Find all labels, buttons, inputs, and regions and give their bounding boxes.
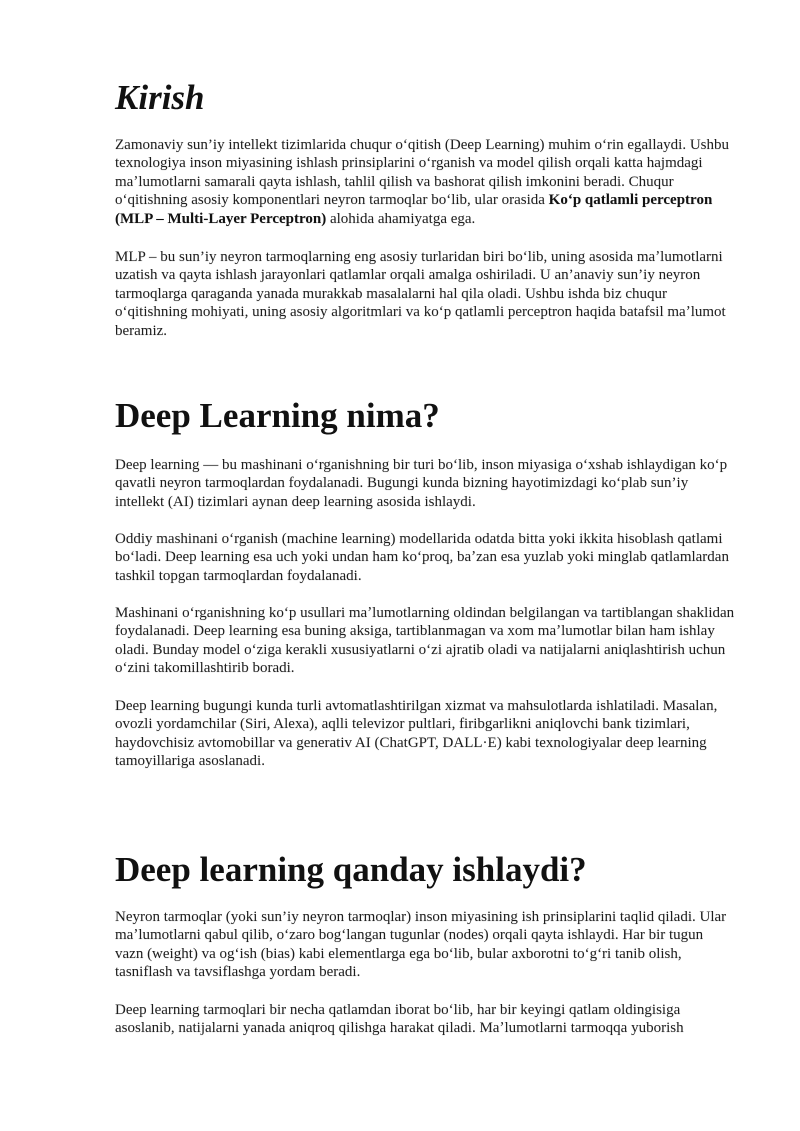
paragraph-dl-data: Mashinani oʻrganishning koʻp usullari maʼlumotlarning oldindan belgilangan va tartiblangan shaklidan foydalanadi. Deep learning esa buning aksiga, tartiblanmagan va xom maʼlumotlar bilan ham ishlay oladi. Bunday model oʻziga kerakli xususiyatlarni oʻzi ajratib oladi va natijalarni aniqlashtirish uchun oʻzini takomillashtirib boradi.: [115, 605, 735, 677]
paragraph-dl-network-layers: Deep learning tarmoqlari bir necha qatlamdan iborat boʻlib, har bir keyingi qatlam oldingisiga asoslanib, natijalarni yanada aniqroq qilishga harakat qiladi. Maʼlumotlarni tarmoqqa yuborish: [115, 1002, 684, 1037]
section-heading-qanday-ishlaydi: Deep learning qanday ishlaydi?: [115, 850, 587, 889]
paragraph-mlp: MLP – bu sun’iy neyron tarmoqlarning eng asosiy turlaridan biri boʻlib, uning asosida maʼlumotlarni uzatish va qayta ishlash jarayonlari qatlamlar orqali amalga oshiriladi. U an’anaviy sun’iy neyron tarmoqlarga qaraganda yanada murakkab masalalarni hal qila oladi. Ushbu ishda biz chuqur oʻqitishning mohiyati, uning asosiy algoritmlari va koʻp qatlamli perceptron haqida batafsil maʼlumot beramiz.: [115, 249, 726, 339]
paragraph-dl-definition: Deep learning — bu mashinani oʻrganishning bir turi boʻlib, inson miyasiga oʻxshab ishlaydigan koʻp qavatli neyron tarmoqlardan foydalanadi. Bugungi kunda bizning hayotimizdagi koʻplab sun’iy intellekt (AI) tizimlari aynan deep learning asosida ishlaydi.: [115, 457, 728, 510]
paragraph-intro-tail: alohida ahamiyatga ega.: [326, 210, 476, 227]
paragraph-neural-networks: Neyron tarmoqlar (yoki sun’iy neyron tarmoqlar) inson miyasining ish prinsiplarini taqlid qiladi. Ular maʼlumotlarni qabul qilib, oʻzaro bogʻlangan tugunlar (nodes) orqali qayta ishlaydi. Har bir tugun vazn (weight) va ogʻish (bias) kabi elementlarga ega boʻlib, bular axborotni toʻgʻri tanib olish, tasniflash va tavsiflashga yordam beradi.: [115, 909, 727, 981]
paragraph-intro-text: Zamonaviy sun’iy intellekt tizimlarida chuqur oʻqitish (Deep Learning) muhim oʻrin egallaydi. Ushbu texnologiya inson miyasining ishlash prinsiplarini oʻrganish va model qilish orqali katta hajmdagi maʼlumotlarni samarali qayta ishlash, tahlil qilish va bashorat qilish imkonini beradi. Chuqur oʻqitishning asosiy komponentlari neyron tarmoqlar boʻlib, ular orasida: [115, 137, 730, 209]
paragraph-intro-bold: Koʻp qatlamli perceptron (MLP – Multi-Layer Perceptron): [115, 192, 713, 227]
paragraph-dl-applications: Deep learning bugungi kunda turli avtomatlashtirilgan xizmat va mahsulotlarda ishlatiladi. Masalan, ovozli yordamchilar (Siri, Alexa), aqlli televizor pultlari, firibgarlikni aniqlovchi bank tizimlari, haydovchisiz avtomobillar va generativ AI (ChatGPT, DALL·E) kabi texnologiyalar deep learning tamoyillariga asoslanadi.: [115, 698, 718, 770]
section-heading-kirish: Kirish: [115, 78, 205, 117]
paragraph-dl-layers: Oddiy mashinani oʻrganish (machine learning) modellarida odatda bitta yoki ikkita hisoblash qatlami boʻladi. Deep learning esa uch yoki undan ham koʻproq, baʼzan esa yuzlab yoki minglab qatlamlardan tashkil topgan tarmoqlardan foydalanadi.: [115, 531, 729, 584]
paragraph-intro: [115, 136, 735, 228]
section-heading-deep-learning-nima: Deep Learning nima?: [115, 396, 440, 435]
